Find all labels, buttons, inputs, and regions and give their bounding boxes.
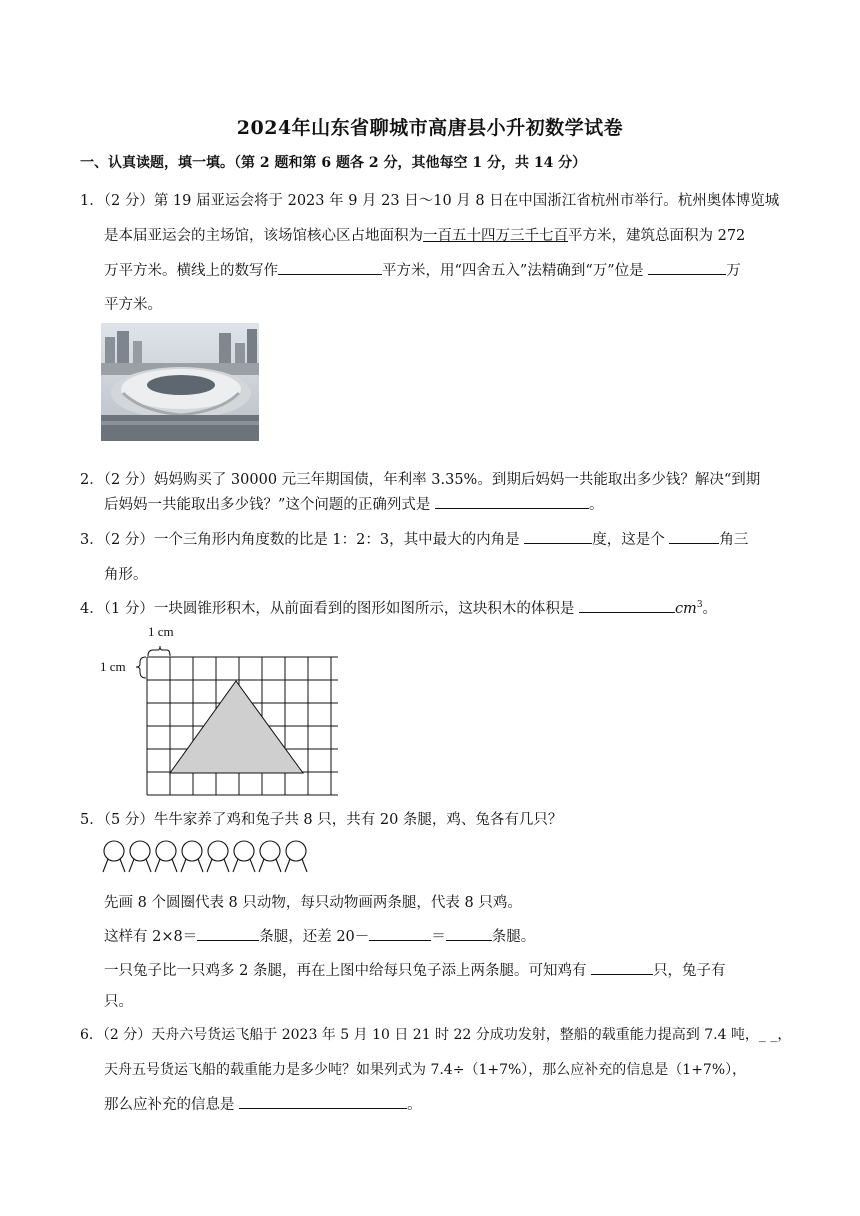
q5-line1: 5．（5 分）牛牛家养了鸡和兔子共 8 只，共有 20 条腿，鸡、兔各有几只？ xyxy=(80,812,563,828)
animal-leg xyxy=(233,859,238,872)
animal-circle xyxy=(182,841,202,861)
animal-leg xyxy=(120,859,125,872)
q5-number: 5． xyxy=(80,812,104,828)
q1-line2: 是本届亚运会的主场馆，该场馆核心区占地面积为一百五十四万三千七百平方米，建筑总面积为 272 xyxy=(104,228,746,244)
page-title: 2024年山东省聊城市高唐县小升初数学试卷 xyxy=(236,117,624,139)
q6-line2: 天舟五号货运飞船的载重能力是多少吨？如果列式为 7.4÷（1+7%），那么应补充的信息是（1+7%）， xyxy=(104,1062,747,1078)
q1-blank-1[interactable] xyxy=(278,260,382,275)
q5-blank-4[interactable] xyxy=(591,960,653,975)
animal-leg xyxy=(198,859,203,872)
animal-leg xyxy=(207,859,212,872)
animal-circle xyxy=(208,841,228,861)
q1-line3: 万平方米。横线上的数写作 平方米，用“四舍五入”法精确到“万”位是 万 xyxy=(104,259,741,280)
animal-leg xyxy=(155,859,160,872)
animal-leg xyxy=(129,859,134,872)
q4-number: 4． xyxy=(80,601,104,617)
animal-circle xyxy=(260,841,280,861)
q3-blank-2[interactable] xyxy=(669,529,719,544)
animal-leg xyxy=(302,859,307,872)
q4-blank[interactable] xyxy=(579,598,675,613)
q1-line4: 平方米。 xyxy=(104,297,162,313)
q6-number: 6． xyxy=(80,1027,103,1043)
animal-leg xyxy=(285,859,290,872)
brace-top xyxy=(148,646,170,656)
q4-unit: cm xyxy=(674,601,697,617)
section-heading: 一、认真读题，填一填。（第 2 题和第 6 题各 2 分，其他每空 1 分，共 14 分） xyxy=(80,155,587,171)
grid-label-left: 1 cm xyxy=(100,659,126,674)
cone-front-view-grid xyxy=(98,622,338,797)
q1-underlined-number: 一百五十四万三千七百 xyxy=(423,228,568,244)
animal-leg xyxy=(181,859,186,872)
stadium-photo xyxy=(101,323,259,441)
q5-line5: 只。 xyxy=(104,994,133,1010)
animal-leg xyxy=(224,859,229,872)
animal-leg xyxy=(250,859,255,872)
q2-line2: 后妈妈一共能取出多少钱？”这个问题的正确列式是 。 xyxy=(104,493,604,514)
animal-leg xyxy=(259,859,264,872)
triangle-shape xyxy=(170,681,303,773)
q1-number: 1． xyxy=(80,193,104,209)
q6-line3: 那么应补充的信息是 。 xyxy=(104,1093,422,1114)
q5-blank-2[interactable] xyxy=(369,926,431,941)
q4-line1: 4．（1 分）一块圆锥形积木，从前面看到的图形如图所示，这块积木的体积是 $cm^3$。 xyxy=(80,597,717,618)
animal-circle xyxy=(130,841,150,861)
animal-circle xyxy=(286,841,306,861)
q6-blank[interactable] xyxy=(239,1094,407,1109)
q3-line1: 3．（2 分）一个三角形内角度数的比是 1：2：3，其中最大的内角是 度，这是个 角三 xyxy=(80,528,748,549)
q5-line2: 先画 8 个圆圈代表 8 只动物，每只动物画两条腿，代表 8 只鸡。 xyxy=(104,895,522,911)
q2-blank[interactable] xyxy=(435,494,589,509)
q1-blank-2[interactable] xyxy=(648,260,726,275)
animal-circles xyxy=(102,838,322,878)
q5-blank-1[interactable] xyxy=(197,926,259,941)
grid-label-top: 1 cm xyxy=(148,624,174,639)
q3-blank-1[interactable] xyxy=(524,529,592,544)
q5-line3: 这样有 2×8＝ 条腿，还差 20－ ＝ 条腿。 xyxy=(104,925,535,946)
animal-leg xyxy=(172,859,177,872)
q3-line2: 角形。 xyxy=(104,567,148,583)
q3-number: 3． xyxy=(80,532,104,548)
q2-number: 2． xyxy=(80,472,104,488)
q5-line4: 一只兔子比一只鸡多 2 条腿，再在上图中给每只兔子添上两条腿。可知鸡有 只，兔子有 xyxy=(104,959,726,980)
brace-left xyxy=(136,657,146,678)
animal-leg xyxy=(103,859,108,872)
animal-circle xyxy=(156,841,176,861)
q2-line1: 2．（2 分）妈妈购买了 30000 元三年期国债，年利率 3.35%。到期后妈妈一共能取出多少钱？解决“到期 xyxy=(80,472,761,488)
animal-leg xyxy=(276,859,281,872)
q5-blank-3[interactable] xyxy=(446,926,492,941)
animal-circle xyxy=(234,841,254,861)
animal-circle xyxy=(104,841,124,861)
animal-leg xyxy=(146,859,151,872)
q1-line1: 1．（2 分）第 19 届亚运会将于 2023 年 9 月 23 日～10 月 8 日在中国浙江省杭州市举行。杭州奥体博览城 xyxy=(80,193,780,209)
q6-line1: 6．（2 分）天舟六号货运飞船于 2023 年 5 月 10 日 21 时 22 分成功发射，整船的载重能力提高到 7.4 吨，_ _， xyxy=(80,1027,792,1043)
